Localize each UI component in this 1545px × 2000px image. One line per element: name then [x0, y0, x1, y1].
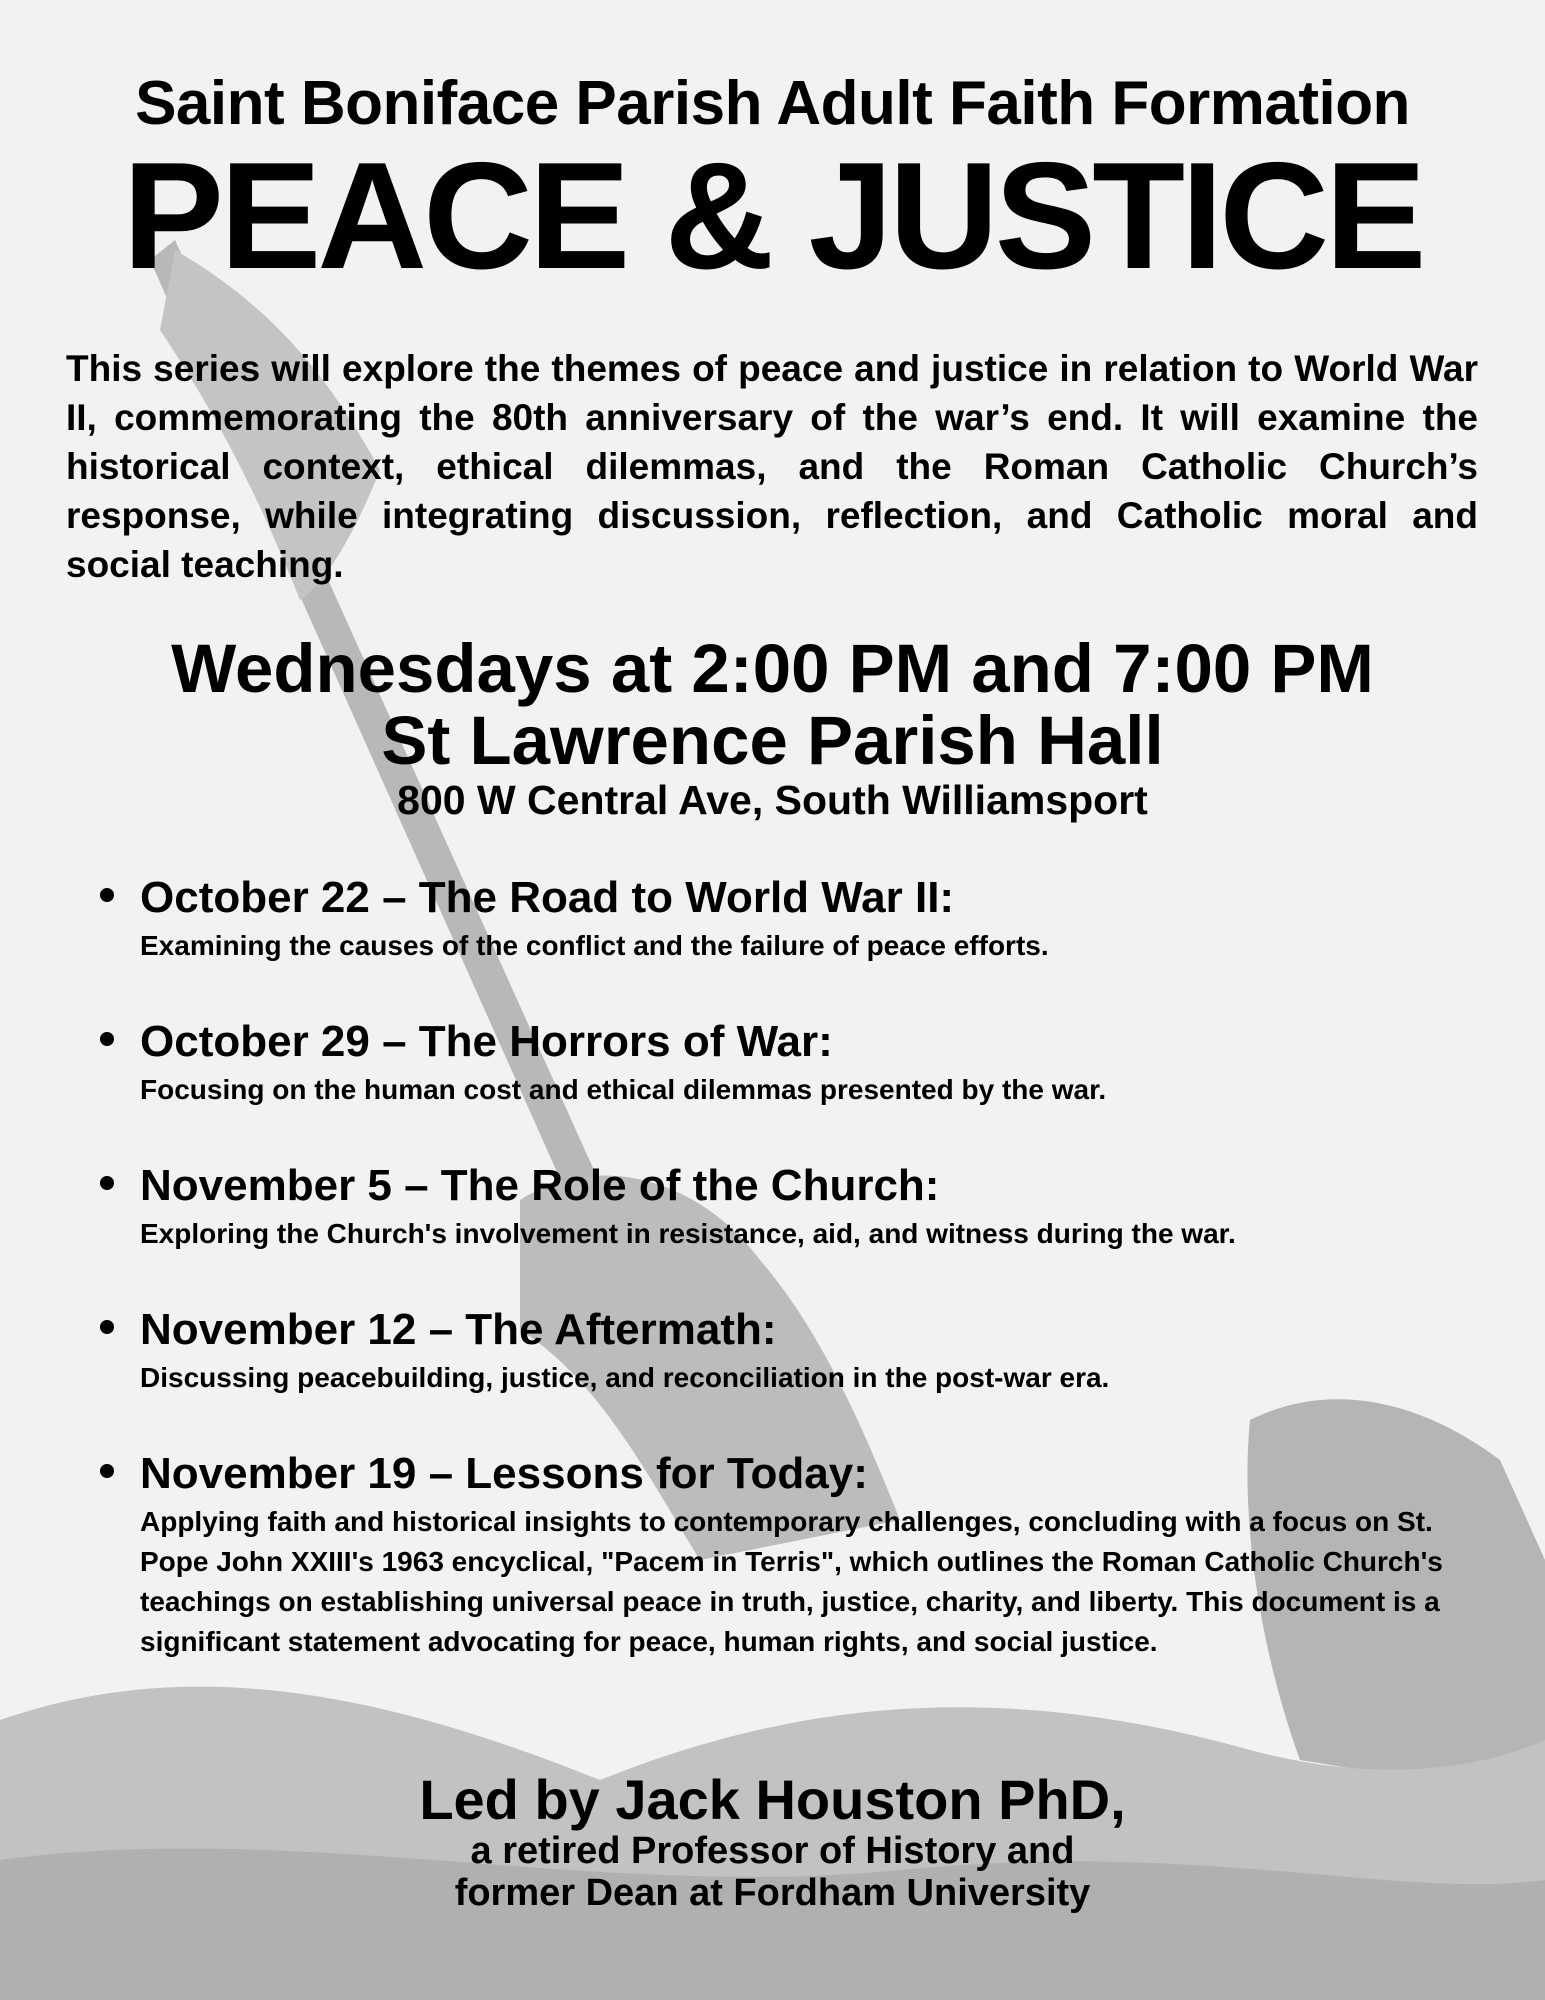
list-item [100, 870, 1500, 966]
leader-credential-2: former Dean at Fordham University [454, 1872, 1091, 1914]
session-description: Discussing peacebuilding, justice, and reconciliation in the post-war era. [140, 1362, 1110, 1393]
schedule-time: Wednesdays at 2:00 PM and 7:00 PM [171, 630, 1374, 707]
page-title: PEACE & JUSTICE [122, 131, 1423, 301]
leader-name: Led by Jack Houston PhD, [419, 1768, 1126, 1831]
session-description: Examining the causes of the conflict and the failure of peace efforts. [140, 930, 1049, 961]
session-description: Exploring the Church's involvement in resistance, aid, and witness during the war. [140, 1218, 1236, 1249]
session-description: Focusing on the human cost and ethical dilemmas presented by the war. [140, 1074, 1107, 1105]
session-list [100, 870, 1500, 1710]
list-item [100, 1446, 1500, 1662]
session-description: Applying faith and historical insights to contemporary challenges, concluding with a focus on St. Pope John XXIII's 1963 encyclical, "Pacem in Terris", which outlines the Roman Catholic Church's teachings on establishing universal peace in truth, justice, charity, and liberty. This document is a significant statement advocating for peace, human rights, and social justice. [140, 1506, 1443, 1657]
leader-credential-1: a retired Professor of History and [470, 1830, 1075, 1872]
list-item [100, 1158, 1500, 1254]
session-title: October 22 – The Road to World War II: [140, 873, 955, 922]
leader-block [0, 1770, 1545, 1914]
session-title: November 5 – The Role of the Church: [140, 1161, 940, 1210]
bullet-icon [100, 1032, 114, 1046]
organization-heading: Saint Boniface Parish Adult Faith Formation [135, 69, 1410, 138]
list-item [100, 1014, 1500, 1110]
intro-paragraph: This series will explore the themes of peace and justice in relation to World War II, commemorating the 80th anniversary of the war’s end. It will examine the historical context, ethical dilemmas, and the Roman Catholic Church’s response, while integrating discussion, reflection, and Catholic moral and social teaching. [66, 348, 1478, 585]
session-title: November 12 – The Aftermath: [140, 1305, 777, 1354]
bullet-icon [100, 1464, 114, 1478]
bullet-icon [100, 888, 114, 902]
bullet-icon [100, 1176, 114, 1190]
bullet-icon [100, 1320, 114, 1334]
list-item [100, 1302, 1500, 1398]
session-title: October 29 – The Horrors of War: [140, 1017, 833, 1066]
schedule-address: 800 W Central Ave, South Williamsport [397, 777, 1148, 823]
schedule-location: St Lawrence Parish Hall [381, 702, 1164, 779]
session-title: November 19 – Lessons for Today: [140, 1449, 868, 1498]
